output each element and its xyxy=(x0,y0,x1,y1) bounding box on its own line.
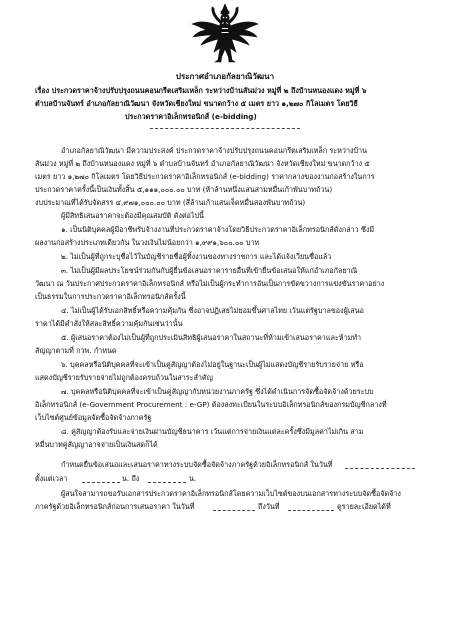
document-period-to-label: ถึงวันที่ xyxy=(258,502,280,511)
condition-line: ๖. บุคคลหรือนิติบุคคลที่จะเข้าเป็นคู่สัญญาต้องไม่อยู่ในฐานะเป็นผู้ไม่แสดงบัญชีรายรับรายจ่าย หรือ xyxy=(61,360,364,369)
condition-line: อิเล็กทรอนิกส์ (e-Government Procurement : e-GP) ต้องลงทะเบียนในระบบอิเล็กทรอนิกส์ของกรมบัญชีกลางที่ xyxy=(35,400,387,409)
document-period-label: ภาครัฐด้วยอิเล็กทรอนิกส์ก่อนการเสนอราคา ในวันที่ xyxy=(35,502,195,511)
subject-line: เรื่อง ประกวดราคาจ้างปรับปรุงถนนคอนกรีตเสริมเหล็ก ระหว่างบ้านสันม่วง หมู่ที่ ๒ ถึงบ้านหนองแดง หมู่ที่ ๖ xyxy=(35,86,367,95)
intro-line: สันม่วง หมู่ที่ ๒ ถึงบ้านหนองแดง หมู่ที่ ๖ ตำบลบ้านจันทร์ อำเภอกัลยาณิวัฒนา จังหวัดเชียงใหม่ ขนาดกว้าง ๕ xyxy=(35,159,370,168)
submission-time-unit: น. xyxy=(189,474,197,483)
condition-line: ๓. ไม่เป็นผู้มีผลประโยชน์ร่วมกันกับผู้ยื่นข้อเสนอราคารายอื่นที่เข้ายื่นข้อเสนอให้แก่อำเภอกัลยาณิ xyxy=(61,266,358,275)
condition-line: ราคาได้มีคำสั่งให้สละสิทธิ์ความคุ้มกันเช่นว่านั้น xyxy=(35,319,183,328)
intro-line: อำเภอกัลยาณิวัฒนา มีความประสงค์ ประกวดราคาจ้างปรับปรุงถนนคอนกรีตเสริมเหล็ก ระหว่างบ้าน xyxy=(61,146,368,155)
submission-date-line: กำหนดยื่นข้อเสนอและเสนอราคาทางระบบจัดซื้อจัดจ้างภาครัฐด้วยอิเล็กทรอนิกส์ ในวันที่ xyxy=(61,460,333,469)
blank-end-date-field xyxy=(288,510,334,511)
blank-start-date-field xyxy=(213,510,255,511)
condition-line: เป็นธรรมในการประกวดราคาอิเล็กทรอนิกส์ครั้งนี้ xyxy=(35,292,186,301)
condition-line: ๘. คู่สัญญาต้องรับและจ่ายเงินผ่านบัญชีธนาคาร เว้นแต่การจ่ายเงินแต่ละครั้งซึ่งมีมูลค่าไม่เกิน สาม xyxy=(61,427,364,436)
submission-time-label: ตั้งแต่เวลา xyxy=(35,474,68,483)
condition-line: ๔. ไม่เป็นผู้ได้รับเอกสิทธิ์หรือความคุ้มกัน ซึ่งอาจปฏิเสธไม่ยอมขึ้นศาลไทย เว้นแต่รัฐบาลของผู้เสนอ xyxy=(61,306,364,315)
condition-line: ๗. บุคคลหรือนิติบุคคลที่จะเข้าเป็นคู่สัญญากับหน่วยงานภาครัฐ ซึ่งได้ดำเนินการจัดซื้อจัดจ้างด้วยระบบ xyxy=(61,387,374,396)
condition-line: สัญญาตามที่ กวพ. กำหนด xyxy=(35,346,117,355)
garuda-emblem-icon xyxy=(190,2,260,64)
intro-line: ประกวดราคาครั้งนี้เป็นเงินทั้งสิ้น ๕,๑๑๑,๐๐๐.๐๐ บาท (ห้าล้านหนึ่งแสนสามหมื่นเก้าพันบาทถ้วน) xyxy=(35,185,333,194)
intro-line: ผู้มีสิทธิเสนอราคาจะต้องมีคุณสมบัติ ดังต่อไปนี้ xyxy=(61,211,204,220)
details-reference-label: ดูรายละเอียดได้ที่ xyxy=(337,502,391,511)
condition-line: วัฒนา ณ วันประกาศประกวดราคาอิเล็กทรอนิกส์ หรือไม่เป็นผู้กระทำการอันเป็นการขัดขวางการแข่งขันราคาอย่าง xyxy=(35,279,385,288)
subject-line: ตำบลบ้านจันทร์ อำเภอกัลยาณิวัฒนา จังหวัดเชียงใหม่ ขนาดกว้าง ๕ เมตร ยาว ๑,๒๗๐ กิโลเมตร โดยวิธี xyxy=(35,99,358,108)
condition-line: ๑. เป็นนิติบุคคลผู้มีอาชีพรับจ้างงานที่ประกวดราคาจ้างโดยวิธีประกวดราคาอิเล็กทรอนิกส์ดังกล่าว ซึ่งมี xyxy=(61,225,375,234)
document-request-line: ผู้สนใจสามารถขอรับเอกสารประกวดราคาอิเล็กทรอนิกส์โดยความเว็บไซต์ของบนเอกสารทางระบบจัดซื้อจัดจ้าง xyxy=(61,489,401,498)
condition-line: หมื่นบาทคู่สัญญาอาจจ่ายเป็นเงินสดก็ได้ xyxy=(35,440,158,449)
blank-date-field xyxy=(345,468,415,469)
condition-line: ๕. ผู้เสนอราคาต้องไม่เป็นผู้ที่ถูกประเมินสิทธิผู้เสนอราคาในสถานะที่ห้ามเข้าเสนอราคาและห้ามทำ xyxy=(61,333,362,342)
intro-line: เมตร ยาว ๑,๒๗๐ กิโลเมตร โดยวิธีประกวดราคาอิเล็กทรอนิกส์ (e-bidding) ราคากลางของงานก่อสร้างในการ xyxy=(35,172,375,181)
submission-time-to-label: น. ถึง xyxy=(122,474,140,483)
condition-line: ผลงานก่อสร้างประเภทเดียวกัน ในวงเงินไม่น้อยกว่า ๑,๙๙๑,๖๐๐.๐๐ บาท xyxy=(35,238,260,247)
blank-time-from-field xyxy=(82,482,120,483)
intro-line: งบประมาณที่ได้รับจัดสรร ๔,๙๗๑,๐๐๐.๐๐ บาท (สี่ล้านเก้าแสนเจ็ดหมื่นสองพันบาทถ้วน) xyxy=(35,198,306,207)
blank-time-to-field xyxy=(148,482,186,483)
header-divider xyxy=(150,128,300,129)
condition-line: เว็บไซต์ศูนย์ข้อมูลจัดซื้อจัดจ้างภาครัฐ xyxy=(35,413,152,422)
condition-line: แสดงบัญชีรายรับรายจ่ายไม่ถูกต้องครบถ้วนในสาระสำคัญ xyxy=(35,373,213,382)
subject-line: ประกวดราคาอิเล็กทรอนิกส์ (e-bidding) xyxy=(125,112,257,121)
condition-line: ๒. ไม่เป็นผู้ที่ถูกระบุชื่อไว้ในบัญชีรายชื่อผู้ทิ้งงานของทางราชการ และได้แจ้งเวียนชื่อแล้ว xyxy=(61,252,332,261)
issuing-office-title: ประกาศอำเภอกัลยาณิวัฒนา xyxy=(175,72,275,81)
